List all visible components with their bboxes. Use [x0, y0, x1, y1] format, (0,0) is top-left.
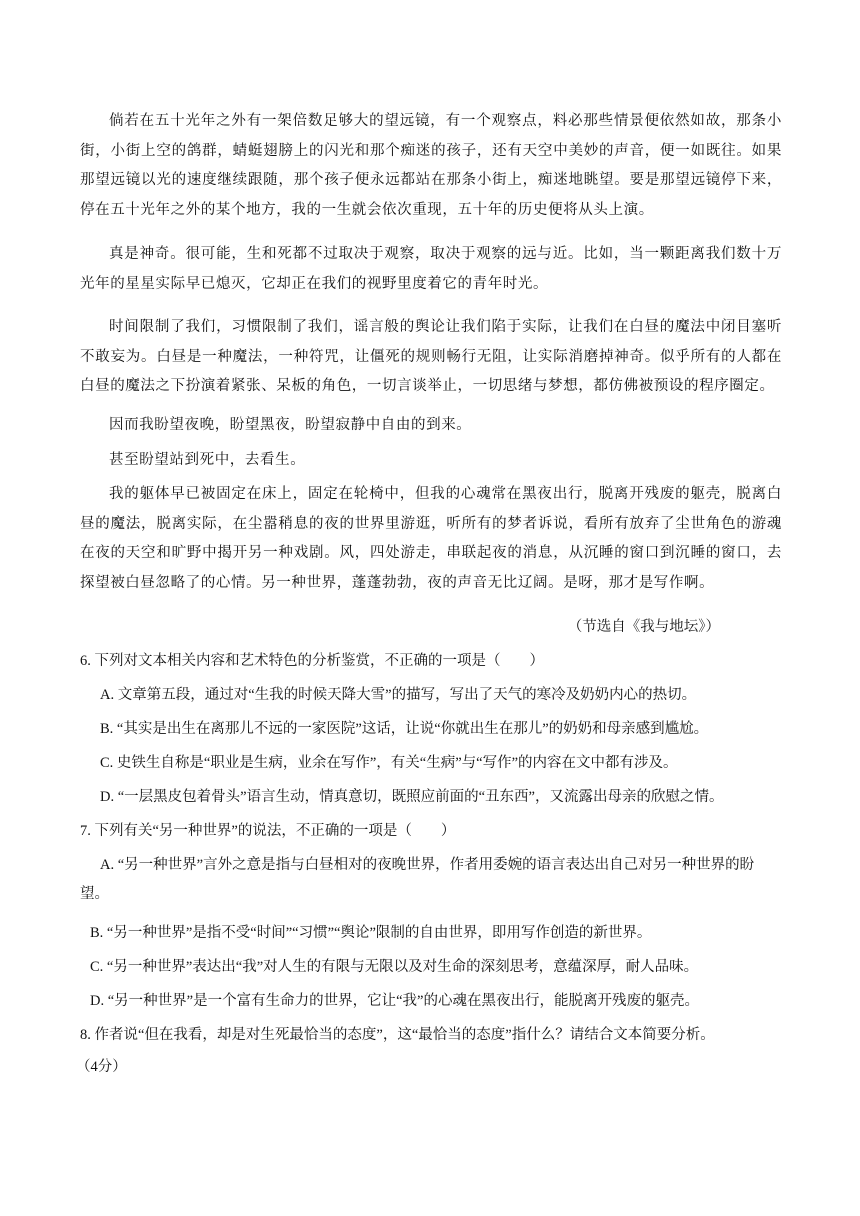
passage-paragraph-6: 我的躯体早已被固定在床上，固定在轮椅中，但我的心魂常在黑夜出行，脱离开残废的躯壳，脱离白昼的魔法，脱离实际，在尘嚣稍息的夜的世界里游逛，听所有的梦者诉说，看所有放弃了尘世角色的游魂在夜的天空和旷野中揭开另一种戏剧。风，四处游走，串联起夜的消息，从沉睡的窗口到沉睡的窗口，去探望被白昼忽略了的心情。另一种世界，蓬蓬勃勃，夜的声音无比辽阔。是呀，那才是写作啊。 — [80, 486, 782, 592]
question-6-option-c: C. 史铁生自称是“职业是生病，业余在写作”，有关“生病”与“写作”的内容在文中都有涉及。 — [100, 755, 678, 771]
question-7-stem: 7. 下列有关“另一种世界”的说法，不正确的一项是（ ） — [80, 823, 456, 839]
question-6-option-d: D. “一层黑皮包着骨头”语言生动，情真意切，既照应前面的“丑东西”，又流露出母亲的欣慰之情。 — [100, 789, 724, 805]
question-7-option-c: C. “另一种世界”表达出“我”对人生的有限与无限以及对生命的深刻思考，意蕴深厚，耐人品味。 — [90, 959, 699, 975]
passage-paragraph-2: 真是神奇。很可能，生和死都不过取决于观察，取决于观察的远与近。比如，当一颗距离我们数十万光年的星星实际早已熄灭，它却正在我们的视野里度着它的青年时光。 — [80, 246, 782, 292]
passage-paragraph-1: 倘若在五十光年之外有一架倍数足够大的望远镜，有一个观察点，料必那些情景便依然如故，那条小街，小街上空的鸽群，蜻蜓翅膀上的闪光和那个痴迷的孩子，还有天空中美妙的声音，便一如既往。如果那望远镜以光的速度继续跟随，那个孩子便永远都站在那条小街上，痴迷地眺望。要是那望远镜停下来，停在五十光年之外的某个地方，我的一生就会依次重现，五十年的历史便将从头上演。 — [80, 113, 782, 219]
question-6-stem: 6. 下列对文本相关内容和艺术特色的分析鉴赏，不正确的一项是（ ） — [80, 653, 544, 669]
question-6-option-b: B. “其实是出生在离那儿不远的一家医院”这话，让说“你就出生在那儿”的奶奶和母亲感到尴尬。 — [100, 721, 709, 737]
passage-paragraph-3: 时间限制了我们，习惯限制了我们，谣言般的舆论让我们陷于实际，让我们在白昼的魔法中闭目塞听不敢妄为。白昼是一种魔法，一种符咒，让僵死的规则畅行无阻，让实际消磨掉神奇。似乎所有的人都在白昼的魔法之下扮演着紧张、呆板的角色，一切言谈举止，一切思绪与梦想，都仿佛被预设的程序圈定。 — [80, 319, 782, 395]
passage-paragraph-5: 甚至盼望站到死中，去看生。 — [109, 452, 306, 468]
question-7-option-a: A. “另一种世界”言外之意是指与白昼相对的夜晚世界，作者用委婉的语言表达出自己对另一种世界的盼望。 — [80, 857, 755, 902]
passage-source: （节选自《我与地坛》） — [567, 619, 720, 635]
question-6-option-a: A. 文章第五段，通过对“生我的时候天降大雪”的描写，写出了天气的寒冷及奶奶内心的热切。 — [100, 687, 697, 703]
question-8-points: （4分） — [76, 1059, 127, 1075]
question-7-option-b: B. “另一种世界”是指不受“时间”“习惯”“舆论”限制的自由世界，即用写作创造的新世界。 — [90, 925, 652, 941]
question-8-stem: 8. 作者说“但在我看，却是对生死最恰当的态度”，这“最恰当的态度”指什么？请结合文本简要分析。 — [80, 1027, 715, 1043]
question-7-option-d: D. “另一种世界”是一个富有生命力的世界，它让“我”的心魂在黑夜出行，能脱离开残废的躯壳。 — [90, 993, 699, 1009]
passage-paragraph-4: 因而我盼望夜晚，盼望黑夜，盼望寂静中自由的到来。 — [109, 417, 472, 433]
